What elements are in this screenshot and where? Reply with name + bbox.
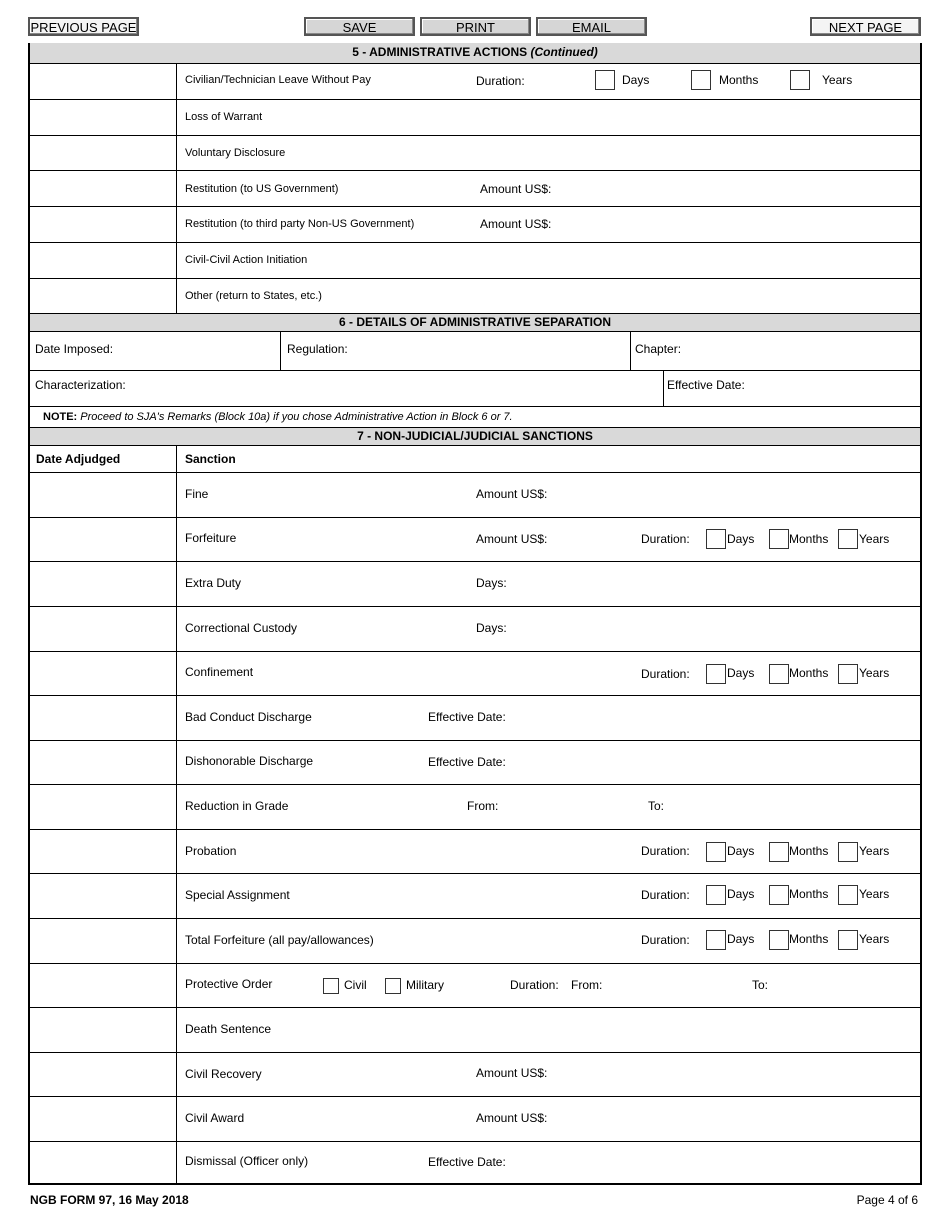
s6-note-label: NOTE: — [43, 411, 78, 423]
s7-row-line — [30, 963, 920, 964]
s7-label-civil-award: Civil Award — [185, 1111, 245, 1125]
s7-duration-label: Duration: — [641, 888, 690, 902]
s7-military-checkbox[interactable] — [385, 978, 401, 994]
s7-probation-days-checkbox[interactable] — [706, 842, 726, 862]
s7-total-months-checkbox[interactable] — [769, 930, 789, 950]
s5-amount-label: Amount US$: — [480, 182, 552, 196]
s7-years-label: Years — [859, 932, 890, 946]
s7-days-label: Days — [727, 844, 755, 858]
s5-row-line — [30, 278, 920, 279]
s7-days-field-label: Days: — [476, 621, 507, 635]
s7-months-label: Months — [789, 532, 829, 546]
s7-row-line — [30, 606, 920, 607]
s6-characterization-label: Characterization: — [35, 378, 126, 392]
s5-label-civil-action: Civil-Civil Action Initiation — [185, 254, 308, 266]
s7-row-line — [30, 1052, 920, 1053]
s7-civil-checkbox[interactable] — [323, 978, 339, 994]
s7-forfeiture-days-checkbox[interactable] — [706, 529, 726, 549]
s7-duration-label: Duration: — [641, 844, 690, 858]
s5-days-checkbox[interactable] — [595, 70, 615, 90]
s7-effective-date-label: Effective Date: — [428, 1155, 506, 1169]
s7-forfeiture-years-checkbox[interactable] — [838, 529, 858, 549]
s7-row-line — [30, 472, 920, 473]
s6-note-text: Proceed to SJA's Remarks (Block 10a) if you chose Administrative Action in Block 6 or 7. — [80, 411, 513, 423]
s7-duration-label: Duration: — [641, 667, 690, 681]
s7-total-years-checkbox[interactable] — [838, 930, 858, 950]
s5-row-line — [30, 242, 920, 243]
s7-special-days-checkbox[interactable] — [706, 885, 726, 905]
s7-row-line — [30, 873, 920, 874]
s7-confinement-years-checkbox[interactable] — [838, 664, 858, 684]
s7-col-date: Date Adjudged — [36, 452, 121, 466]
s7-label-bcd: Bad Conduct Discharge — [185, 710, 312, 724]
save-button[interactable]: SAVE — [304, 17, 415, 36]
s7-years-label: Years — [859, 844, 890, 858]
s7-row-line — [30, 517, 920, 518]
s5-divider — [176, 63, 177, 313]
s7-effective-date-label: Effective Date: — [428, 755, 506, 769]
print-button[interactable]: PRINT — [420, 17, 531, 36]
s7-label-fine: Fine — [185, 487, 209, 501]
s6-row-line — [30, 406, 920, 407]
s7-label-reduction: Reduction in Grade — [185, 799, 289, 813]
s7-total-days-checkbox[interactable] — [706, 930, 726, 950]
s7-probation-years-checkbox[interactable] — [838, 842, 858, 862]
s7-probation-months-checkbox[interactable] — [769, 842, 789, 862]
section5-header — [30, 43, 920, 64]
s5-months-checkbox[interactable] — [691, 70, 711, 90]
s5-label-leave: Civilian/Technician Leave Without Pay — [185, 74, 371, 86]
s5-label-disclosure: Voluntary Disclosure — [185, 147, 286, 159]
section7-header: 7 - NON-JUDICIAL/JUDICIAL SANCTIONS — [30, 427, 920, 446]
s7-amount-label: Amount US$: — [476, 487, 548, 501]
s5-amount-label: Amount US$: — [480, 217, 552, 231]
section5-continued: (Continued) — [530, 45, 598, 59]
s7-label-special: Special Assignment — [185, 888, 290, 902]
s7-months-label: Months — [789, 932, 829, 946]
s7-from-label: From: — [571, 978, 603, 992]
s7-years-label: Years — [859, 666, 890, 680]
s5-label-restitution-third: Restitution (to third party Non-US Government) — [185, 218, 415, 230]
s7-row-line — [30, 1096, 920, 1097]
s7-row-line — [30, 561, 920, 562]
s7-row-line — [30, 1141, 920, 1142]
s7-duration-label: Duration: — [510, 978, 559, 992]
s7-label-civil-recovery: Civil Recovery — [185, 1067, 262, 1081]
section6-header: 6 - DETAILS OF ADMINISTRATIVE SEPARATION — [30, 313, 920, 332]
s7-special-months-checkbox[interactable] — [769, 885, 789, 905]
s7-years-label: Years — [859, 887, 890, 901]
s7-row-line — [30, 740, 920, 741]
s5-row-line — [30, 170, 920, 171]
s6-divider — [280, 331, 281, 371]
form-number: NGB FORM 97, 16 May 2018 — [30, 1193, 189, 1207]
s7-label-forfeiture: Forfeiture — [185, 531, 237, 545]
s7-row-line — [30, 1007, 920, 1008]
s7-confinement-days-checkbox[interactable] — [706, 664, 726, 684]
s7-months-label: Months — [789, 844, 829, 858]
s7-days-field-label: Days: — [476, 576, 507, 590]
s7-row-line — [30, 918, 920, 919]
s7-label-extra-duty: Extra Duty — [185, 576, 242, 590]
s5-label-warrant: Loss of Warrant — [185, 111, 263, 123]
s7-military-label: Military — [406, 978, 444, 992]
s6-effective-date-label: Effective Date: — [667, 378, 745, 392]
s7-confinement-months-checkbox[interactable] — [769, 664, 789, 684]
s6-note — [43, 410, 513, 424]
s7-special-years-checkbox[interactable] — [838, 885, 858, 905]
s7-divider — [176, 446, 177, 1183]
s7-years-label: Years — [859, 532, 890, 546]
s7-label-death: Death Sentence — [185, 1022, 272, 1036]
s7-days-label: Days — [727, 932, 755, 946]
s5-days-label: Days — [622, 73, 650, 87]
s7-amount-label: Amount US$: — [476, 532, 548, 546]
s5-years-label: Years — [822, 73, 853, 87]
s6-row-line — [30, 370, 920, 371]
s7-label-total-forfeiture: Total Forfeiture (all pay/allowances) — [185, 933, 374, 947]
s7-days-label: Days — [727, 887, 755, 901]
s6-date-imposed-label: Date Imposed: — [35, 342, 114, 356]
s7-row-line — [30, 829, 920, 830]
s7-row-line — [30, 695, 920, 696]
s5-row-line — [30, 99, 920, 100]
s7-amount-label: Amount US$: — [476, 1066, 548, 1080]
s6-divider — [663, 370, 664, 406]
s5-duration-label: Duration: — [476, 74, 525, 88]
s6-divider — [630, 331, 631, 371]
s5-months-label: Months — [719, 73, 759, 87]
s7-to-label: To: — [752, 978, 769, 992]
previous-page-button[interactable]: PREVIOUS PAGE — [28, 17, 139, 36]
s6-chapter-label: Chapter: — [635, 342, 682, 356]
s5-label-other: Other (return to States, etc.) — [185, 290, 322, 302]
s7-months-label: Months — [789, 666, 829, 680]
s7-forfeiture-months-checkbox[interactable] — [769, 529, 789, 549]
s7-col-sanction: Sanction — [185, 452, 236, 466]
form-frame — [28, 43, 922, 1185]
s5-row-line — [30, 206, 920, 207]
s7-days-label: Days — [727, 666, 755, 680]
s6-regulation-label: Regulation: — [287, 342, 348, 356]
s7-effective-date-label: Effective Date: — [428, 710, 506, 724]
s7-civil-label: Civil — [344, 978, 367, 992]
s7-label-correctional: Correctional Custody — [185, 621, 298, 635]
s5-years-checkbox[interactable] — [790, 70, 810, 90]
s7-label-confinement: Confinement — [185, 665, 254, 679]
s7-duration-label: Duration: — [641, 933, 690, 947]
s5-label-restitution-us: Restitution (to US Government) — [185, 183, 339, 195]
s7-duration-label: Duration: — [641, 532, 690, 546]
section5-title: 5 - ADMINISTRATIVE ACTIONS — [352, 45, 528, 59]
email-button[interactable]: EMAIL — [536, 17, 647, 36]
s7-months-label: Months — [789, 887, 829, 901]
s7-label-probation: Probation — [185, 844, 237, 858]
page-number: Page 4 of 6 — [856, 1193, 918, 1207]
next-page-button[interactable]: NEXT PAGE — [810, 17, 921, 36]
s7-label-dismissal: Dismissal (Officer only) — [185, 1154, 309, 1168]
s7-from-label: From: — [467, 799, 499, 813]
s7-to-label: To: — [648, 799, 665, 813]
s7-row-line — [30, 784, 920, 785]
s7-label-dd: Dishonorable Discharge — [185, 754, 314, 768]
s7-label-protective: Protective Order — [185, 977, 273, 991]
s7-amount-label: Amount US$: — [476, 1111, 548, 1125]
s5-row-line — [30, 135, 920, 136]
s7-row-line — [30, 651, 920, 652]
s7-days-label: Days — [727, 532, 755, 546]
